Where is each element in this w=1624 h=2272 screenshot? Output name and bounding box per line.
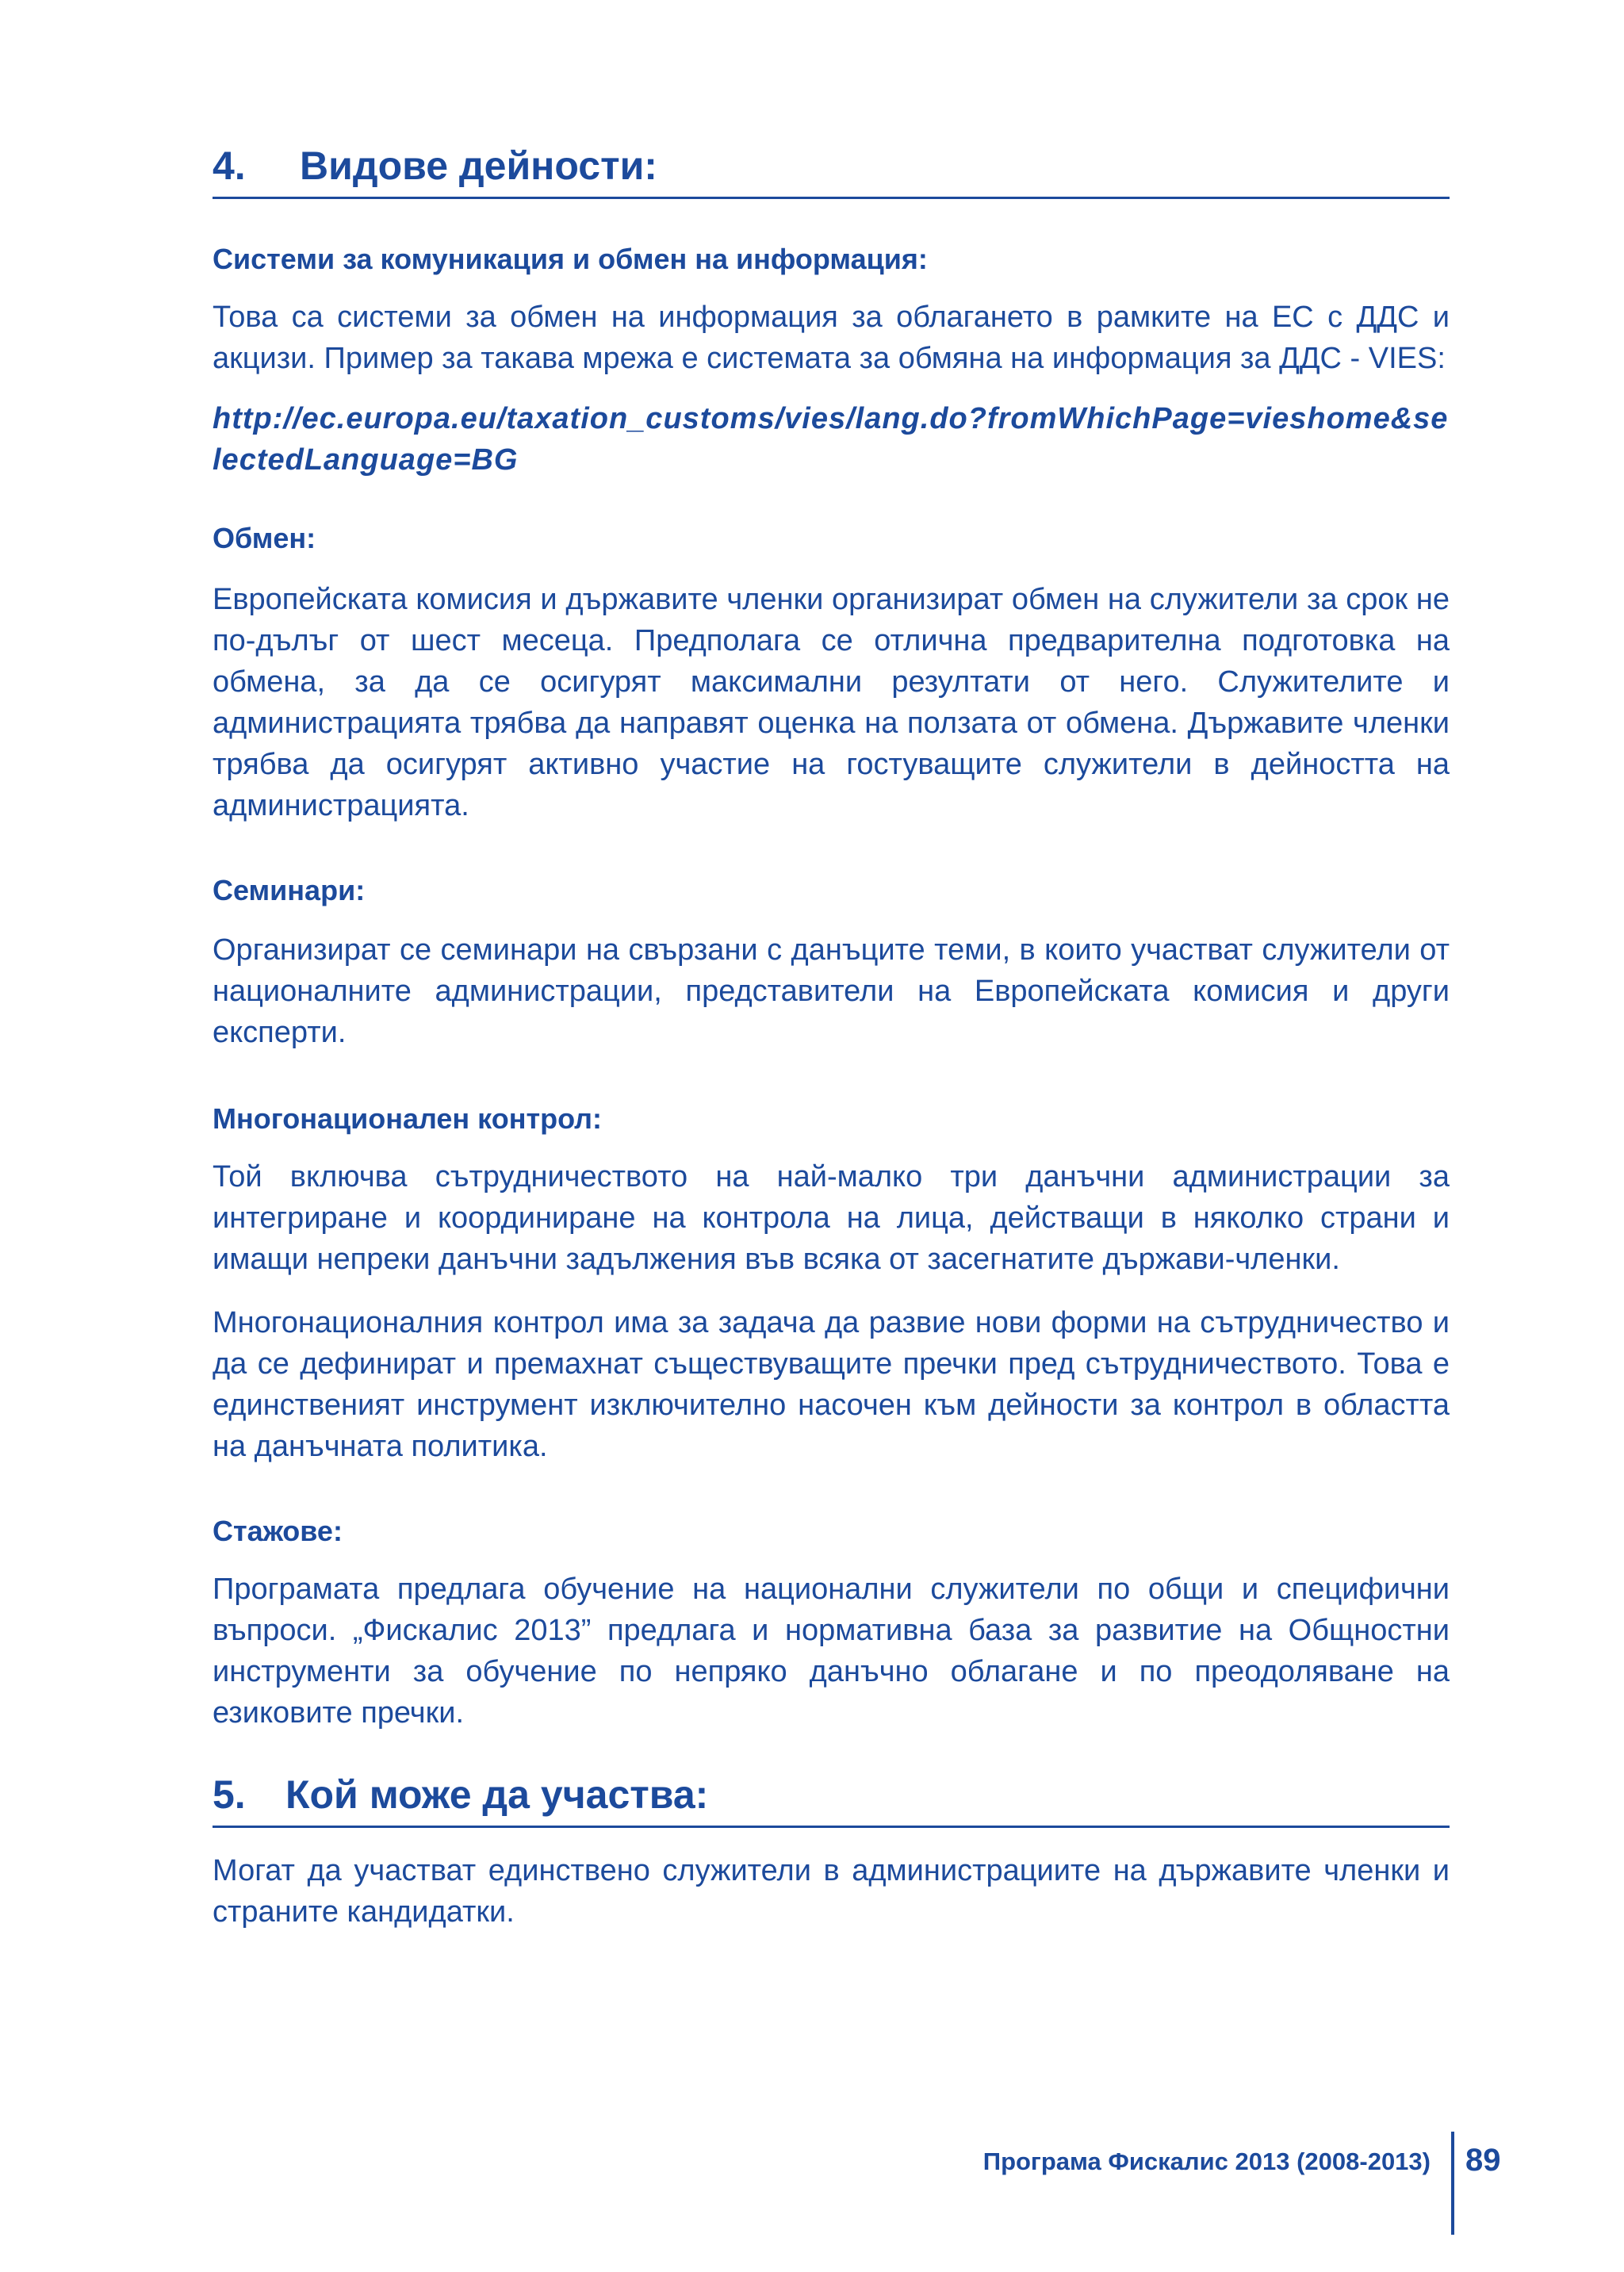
section-5-heading	[213, 1772, 1450, 1828]
communication-text: Това са системи за обмен на информация за облагането в рамките на ЕС с ДДС и акцизи. Пример за такава мрежа е системата за обмяна на информация за ДДС - VIES:	[213, 301, 1450, 375]
communication-heading: Системи за комуникация и обмен на информация:	[213, 243, 928, 275]
internships-heading: Стажове:	[213, 1515, 343, 1547]
internships-text: Програмата предлага обучение на национални служители по общи и специфични въпроси. „Фискалис 2013” предлага и нормативна база за развитие на Общностни инструменти за обучение по непряко данъчно облагане и по преодоляване на езиковите пречки.	[213, 1573, 1450, 1730]
multilateral-text-1: Той включва сътрудничеството на най-малко три данъчни администрации за интегриране и координиране на контрола на лица, действащи в няколко страни и имащи непреки данъчни задължения във всяка от засегнатите държави-членки.	[213, 1160, 1450, 1276]
section-4-heading	[213, 143, 1450, 199]
page-footer	[793, 2132, 1507, 2235]
section-4-number: 4.	[213, 144, 246, 188]
section-4-title: Видове дейности:	[300, 144, 657, 188]
vies-link[interactable]: http://ec.europa.eu/taxation_customs/vies/lang.do?fromWhichPage=vieshome&selectedLanguage=BG	[213, 402, 1449, 477]
exchange-text: Европейската комисия и държавите членки организират обмен на служители за срок не по-дълъг от шест месеца. Предполага се отлична предварителна подготовка на обмена, за да се осигурят максимални резултати от него. Служителите и администрацията трябва да направят оценка на ползата от обмена. Държавите членки трябва да осигурят активно участие на гостуващите служители в дейността на администрацията.	[213, 583, 1450, 822]
section-5-text: Могат да участват единствено служители в администрациите на държавите членки и страните кандидатки.	[213, 1854, 1450, 1929]
seminars-text: Организират се семинари на свързани с данъците теми, в които участват служители от националните администрации, представители на Европейската комисия и други експерти.	[213, 933, 1450, 1049]
multilateral-text-2: Многонационалния контрол има за задача да развие нови форми на сътрудничество и да се дефинират и премахнат съществуващите пречки пред сътрудничеството. Това е единственият инструмент изключително насочен към дейности за контрол в областта на данъчната политика.	[213, 1306, 1450, 1463]
page-number: 89	[1465, 2143, 1501, 2178]
page-content	[213, 143, 1450, 1933]
exchange-heading: Обмен:	[213, 522, 316, 554]
footer-divider	[1451, 2132, 1454, 2235]
footer-program-title: Програма Фискалис 2013 (2008-2013)	[982, 2147, 1431, 2175]
section-5-title: Кой може да участва:	[285, 1772, 709, 1817]
seminars-heading: Семинари:	[213, 874, 366, 906]
section-5-number: 5.	[213, 1772, 246, 1817]
multilateral-heading: Многонационален контрол:	[213, 1102, 603, 1135]
